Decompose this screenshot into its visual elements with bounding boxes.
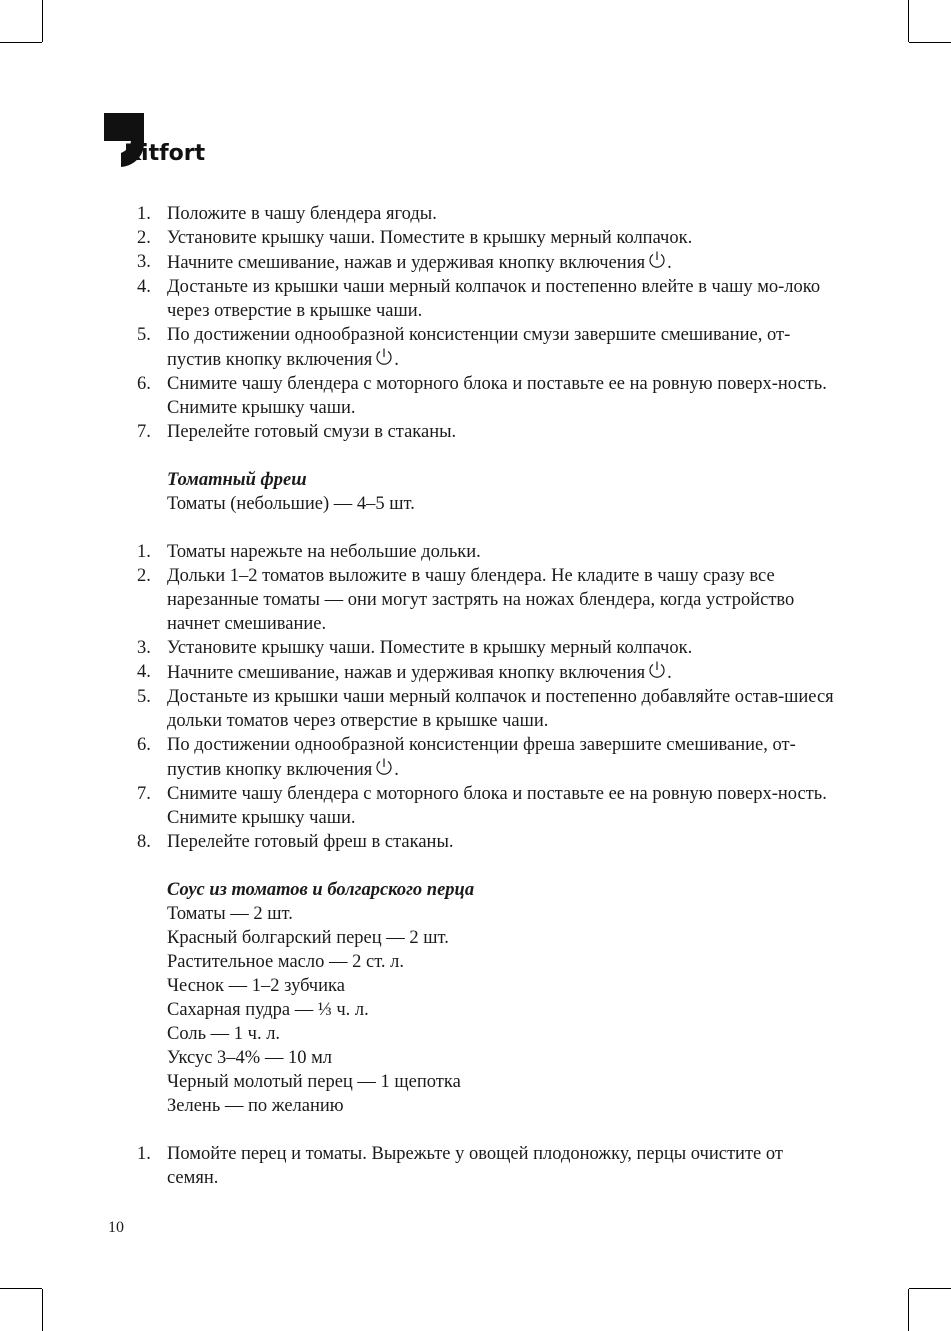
list-item: 3. Начните смешивание, нажав и удерживая кнопку включения . — [137, 252, 672, 273]
list-item-number: 1. — [137, 1144, 151, 1164]
crop-mark — [0, 1288, 42, 1289]
list-item — [137, 636, 837, 660]
steps-list — [137, 202, 837, 444]
ingredient-line: Зелень — по желанию — [167, 1096, 344, 1116]
list-item — [137, 202, 837, 226]
crop-mark — [909, 42, 951, 43]
crop-mark — [42, 1289, 43, 1331]
ingredient-line: Томаты — 2 шт. — [167, 904, 293, 924]
recipe-title: Соус из томатов и болгарского перца — [167, 880, 475, 900]
recipe-section — [137, 878, 837, 1118]
power-button-icon — [374, 347, 394, 367]
list-item-number: 7. — [137, 784, 151, 804]
ingredient-line: Черный молотый перец — 1 щепотка — [167, 1072, 461, 1092]
list-item-number: 1. — [137, 542, 151, 562]
list-item-number: 4. — [137, 277, 151, 297]
list-item: 6. По достижении однообразной консистенции фреша завершите смешивание, от-​пустив кнопку включения . — [137, 735, 796, 780]
list-item-text: Перелейте готовый смузи в стаканы. — [167, 422, 457, 442]
power-button-icon — [647, 660, 667, 680]
list-item-number: 4. — [137, 662, 151, 682]
list-item-text: Достаньте из крышки чаши мерный колпачок и постепенно добавляйте остав-​шиеся дольки томатов через отверстие в крышке чаши. — [167, 687, 834, 731]
list-item-text: Снимите чашу блендера с моторного блока и поставьте ее на ровную поверх-​ность. Снимите крышку чаши. — [167, 784, 827, 828]
list-item-text: По достижении однообразной консистенции фреша завершите смешивание, от-​пустив кнопку включения — [167, 735, 796, 780]
crop-mark — [908, 1289, 909, 1331]
list-item-number: 6. — [137, 374, 151, 394]
list-item-text: Начните смешивание, нажав и удерживая кнопку включения — [167, 663, 646, 683]
list-item-number: 7. — [137, 422, 151, 442]
list-item — [137, 685, 837, 733]
ingredient-list — [137, 902, 837, 1118]
list-item-number: 5. — [137, 325, 151, 345]
list-item-number: 8. — [137, 832, 151, 852]
list-item-text: Начните смешивание, нажав и удерживая кнопку включения — [167, 253, 646, 273]
list-item — [137, 782, 837, 830]
list-item-number: 2. — [137, 566, 151, 586]
list-item-text: Установите крышку чаши. Поместите в крышку мерный колпачок. — [167, 638, 693, 658]
list-item-text: Положите в чашу блендера ягоды. — [167, 204, 437, 224]
list-item — [137, 372, 837, 420]
list-item-text: Снимите чашу блендера с моторного блока и поставьте ее на ровную поверх-​ность. Снимите крышку чаши. — [167, 374, 827, 418]
ingredient-line: Чеснок — 1–2 зубчика — [167, 976, 345, 996]
list-item — [137, 1142, 837, 1190]
ingredient-line: Красный болгарский перец — 2 шт. — [167, 928, 449, 948]
ingredient-line: Томаты (небольшие) — 4–5 шт. — [167, 494, 415, 514]
steps-list — [137, 1142, 837, 1190]
list-item — [137, 275, 837, 323]
ingredient-line: Растительное масло — 2 ст. л. — [167, 952, 404, 972]
list-item: 5. По достижении однообразной консистенции смузи завершите смешивание, от-​пустив кнопку включения . — [137, 325, 791, 370]
ingredient-line: Сахарная пудра — ⅓ ч. л. — [167, 1000, 369, 1020]
power-button-icon — [374, 757, 394, 777]
list-item-number: 2. — [137, 228, 151, 248]
list-item — [137, 226, 837, 250]
ingredient-line: Соль — 1 ч. л. — [167, 1024, 281, 1044]
crop-mark — [908, 0, 909, 42]
crop-mark — [0, 42, 42, 43]
list-item-number: 3. — [137, 252, 151, 272]
list-item-text: Томаты нарежьте на небольшие дольки. — [167, 542, 481, 562]
list-item-text: По достижении однообразной консистенции смузи завершите смешивание, от-​пустив кнопку включения — [167, 325, 791, 370]
power-button-icon — [647, 250, 667, 270]
crop-mark — [909, 1288, 951, 1289]
list-item-text: Перелейте готовый фреш в стаканы. — [167, 832, 454, 852]
list-item — [137, 540, 837, 564]
list-item-text: Дольки 1–2 томатов выложите в чашу блендера. Не кладите в чашу сразу все нарезанные томаты — они могут застрять на ножах блендера, когда устройство начнет смешивание. — [167, 566, 795, 634]
list-item — [137, 830, 837, 854]
page-number: 10 — [108, 1219, 124, 1236]
crop-mark — [42, 0, 43, 42]
list-item-number: 6. — [137, 735, 151, 755]
list-item-number: 3. — [137, 638, 151, 658]
list-item: 4. Начните смешивание, нажав и удерживая кнопку включения . — [137, 662, 672, 683]
list-item — [137, 420, 837, 444]
list-item-text: Помойте перец и томаты. Вырежьте у овощей плодоножку, перцы очистите от семян. — [167, 1144, 783, 1188]
list-item-number: 1. — [137, 204, 151, 224]
list-item — [137, 564, 837, 636]
page-content — [137, 202, 837, 1190]
recipe-section — [137, 468, 837, 516]
list-item-text: Достаньте из крышки чаши мерный колпачок и постепенно влейте в чашу мо-​локо через отверстие в крышке чаши. — [167, 277, 821, 321]
list-item-number: 5. — [137, 687, 151, 707]
ingredient-line: Уксус 3–4% — 10 мл — [167, 1048, 333, 1068]
steps-list — [137, 540, 837, 854]
brand-name: Kitfort — [124, 141, 206, 166]
list-item-text: Установите крышку чаши. Поместите в крышку мерный колпачок. — [167, 228, 693, 248]
recipe-title: Томатный фреш — [167, 470, 307, 490]
